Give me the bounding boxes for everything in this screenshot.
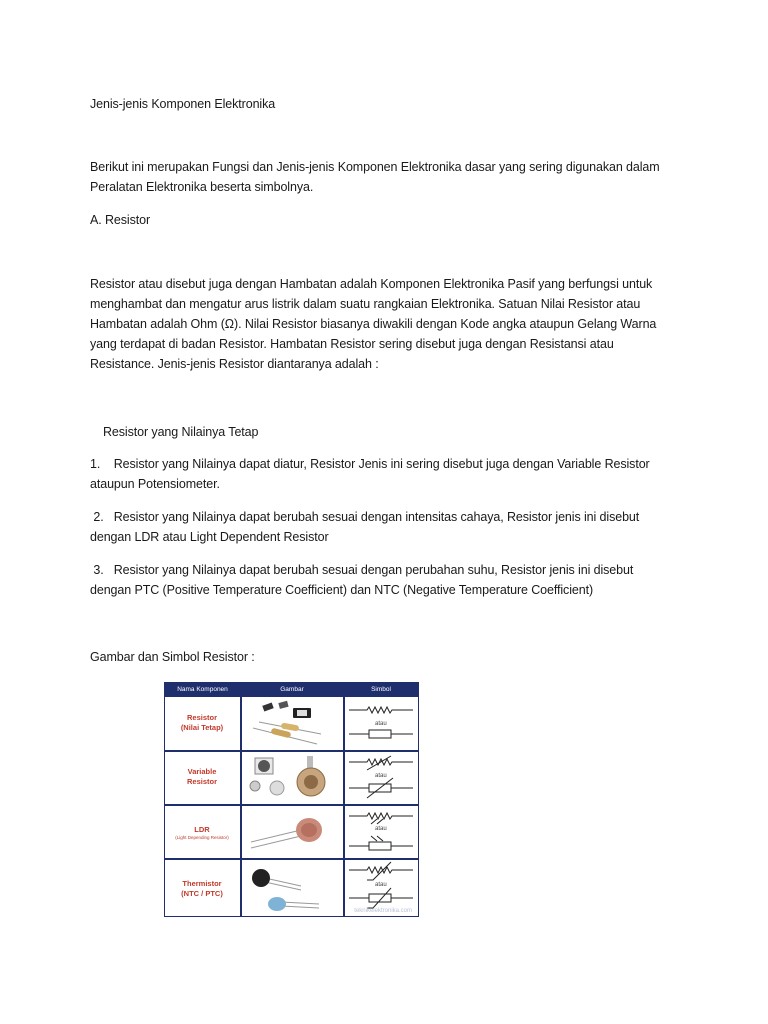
thermistor-photos [241, 860, 343, 916]
section-a-heading: A. Resistor [90, 213, 151, 227]
doc-title: Jenis-jenis Komponen Elektronika [90, 97, 276, 111]
row-name-ldr: LDR (Light Depending Resistor) [175, 825, 229, 840]
resistor-photos [241, 698, 343, 750]
resistor-figure [164, 682, 419, 917]
variable-resistor-photos [241, 752, 343, 804]
figure-caption: Gambar dan Simbol Resistor : [90, 650, 255, 664]
row-name-thermistor: Thermistor (NTC / PTC) [181, 879, 223, 898]
header-gambar: Gambar [280, 686, 304, 693]
watermark: teknikelektronika.com [354, 908, 412, 914]
list-item-3: 3. Resistor yang Nilainya dapat berubah sesuai dengan perubahan suhu, Resistor jenis ini disebut dengan PTC (Positive Temperature Coefficient) dan NTC (Negative Temperature Coefficient) [90, 563, 634, 597]
list-item-1: 1. Resistor yang Nilainya dapat diatur, Resistor Jenis ini sering disebut juga dengan Variable Resistor ataupun Potensiometer. [90, 457, 650, 491]
fixed-resistor-item: Resistor yang Nilainya Tetap [103, 425, 259, 439]
list-item-2: 2. Resistor yang Nilainya dapat berubah sesuai dengan intensitas cahaya, Resistor jenis ini disebut dengan LDR atau Light Dependent Resistor [90, 510, 640, 544]
atau-4: atau [375, 882, 387, 888]
row-name-variable: Variable Resistor [186, 767, 217, 786]
atau-3: atau [375, 826, 387, 832]
atau-2: atau [375, 773, 387, 779]
intro-paragraph: Berikut ini merupakan Fungsi dan Jenis-jenis Komponen Elektronika dasar yang sering digunakan dalam Peralatan Elektronika beserta simbolnya. [90, 160, 660, 194]
resistor-paragraph: Resistor atau disebut juga dengan Hambatan adalah Komponen Elektronika Pasif yang berfungsi untuk menghambat dan mengatur arus listrik dalam suatu rangkaian Elektronika. Satuan Nilai Resistor atau Hambatan adalah Ohm (Ω). Nilai Resistor biasanya diwakili dengan Kode angka ataupun Gelang Warna yang terdapat di badan Resistor. Hambatan Resistor sering disebut juga dengan Resistansi atau Resistance. Jenis-jenis Resistor diantaranya adalah : [90, 277, 657, 371]
ldr-photo [241, 806, 343, 858]
atau-1: atau [375, 721, 387, 727]
row-name-resistor: Resistor (Nilai Tetap) [180, 713, 224, 732]
header-simbol: Simbol [371, 686, 391, 693]
ldr-symbols [345, 806, 418, 858]
header-nama: Nama Komponen [177, 686, 228, 693]
figure-header [165, 683, 418, 697]
